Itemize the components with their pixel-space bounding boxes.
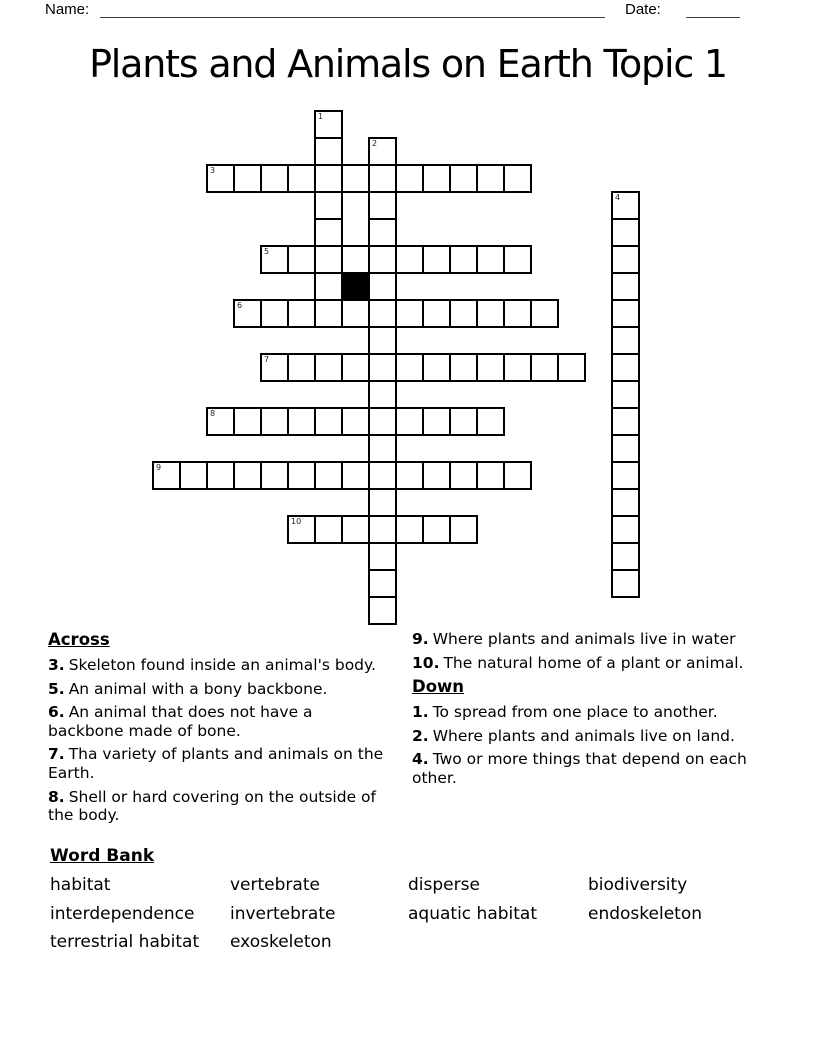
grid-cell[interactable] [233, 164, 262, 193]
grid-cell[interactable] [287, 407, 316, 436]
word-bank-grid [50, 875, 766, 961]
grid-cell[interactable] [395, 245, 424, 274]
grid-cell[interactable] [206, 407, 235, 436]
crossword-grid [152, 110, 672, 630]
grid-cell[interactable] [314, 245, 343, 274]
down-heading: Down [412, 677, 465, 697]
grid-cell[interactable] [260, 299, 289, 328]
clue-across-3 [48, 656, 390, 675]
clue-text: The natural home of a plant or animal. [443, 653, 744, 672]
grid-cell[interactable] [287, 461, 316, 490]
grid-cell[interactable] [368, 245, 397, 274]
cell-number: 6 [237, 301, 243, 310]
grid-cell[interactable] [260, 164, 289, 193]
grid-cell[interactable] [152, 461, 181, 490]
grid-cell[interactable] [395, 164, 424, 193]
cell-number: 3 [210, 166, 216, 175]
grid-cell[interactable] [395, 299, 424, 328]
cell-number: 2 [372, 139, 378, 148]
clue-number: 4. [412, 750, 429, 769]
cell-number: 7 [264, 355, 270, 364]
grid-cell[interactable] [395, 353, 424, 382]
grid-cell[interactable] [611, 515, 640, 544]
grid-cell[interactable] [449, 515, 478, 544]
word-bank-item: invertebrate [230, 903, 336, 924]
name-label: Name: [45, 1, 90, 18]
grid-cell[interactable] [314, 164, 343, 193]
grid-cell[interactable] [260, 245, 289, 274]
grid-cell[interactable] [611, 542, 640, 571]
grid-cell[interactable] [611, 272, 640, 301]
cell-number: 4 [615, 193, 621, 202]
grid-cell[interactable] [503, 164, 532, 193]
black-cell [341, 272, 370, 301]
grid-cell[interactable] [476, 164, 505, 193]
grid-cell[interactable] [287, 164, 316, 193]
grid-cell[interactable] [503, 461, 532, 490]
grid-cell[interactable] [557, 353, 586, 382]
grid-cell[interactable] [395, 461, 424, 490]
cell-number: 10 [291, 517, 302, 526]
clue-number: 1. [412, 703, 429, 722]
word-bank-item: habitat [50, 875, 111, 895]
grid-cell[interactable] [611, 218, 640, 247]
page-title: Plants and Animals on Earth Topic 1 [89, 42, 727, 86]
grid-cell[interactable] [422, 515, 451, 544]
grid-cell[interactable] [341, 245, 370, 274]
grid-cell[interactable] [422, 164, 451, 193]
grid-cell[interactable] [422, 299, 451, 328]
clue-number: 2. [412, 726, 429, 745]
grid-cell[interactable] [314, 299, 343, 328]
grid-cell[interactable] [287, 515, 316, 544]
grid-cell[interactable] [233, 461, 262, 490]
grid-cell[interactable] [368, 218, 397, 247]
grid-cell[interactable] [368, 191, 397, 220]
grid-cell[interactable] [476, 245, 505, 274]
clue-text: Where plants and animals live in water [432, 630, 736, 648]
grid-cell[interactable] [314, 137, 343, 166]
grid-cell[interactable] [206, 164, 235, 193]
grid-cell[interactable] [611, 488, 640, 517]
grid-cell[interactable] [368, 515, 397, 544]
grid-cell[interactable] [260, 407, 289, 436]
across-clues-column [48, 630, 390, 830]
word-bank-item: aquatic habitat [408, 903, 537, 924]
word-bank-item: biodiversity [588, 875, 688, 895]
cell-number: 1 [318, 112, 324, 121]
grid-cell[interactable] [314, 461, 343, 490]
grid-cell[interactable] [368, 353, 397, 382]
clue-number: 8. [48, 787, 65, 806]
clue-number: 10. [412, 653, 440, 672]
grid-cell[interactable] [476, 407, 505, 436]
grid-cell[interactable] [179, 461, 208, 490]
grid-cell[interactable] [611, 569, 640, 598]
word-bank-item: exoskeleton [230, 932, 332, 952]
grid-cell[interactable] [314, 353, 343, 382]
clue-text: Shell or hard covering on the outside of the body. [48, 787, 376, 825]
grid-cell[interactable] [422, 353, 451, 382]
clue-number: 7. [48, 745, 65, 764]
grid-cell[interactable] [611, 434, 640, 463]
grid-cell[interactable] [368, 596, 397, 625]
grid-cell[interactable] [341, 353, 370, 382]
grid-cell[interactable] [422, 407, 451, 436]
grid-cell[interactable] [611, 191, 640, 220]
cell-number: 9 [156, 463, 162, 472]
clue-across-10 [412, 654, 760, 673]
grid-cell[interactable] [287, 245, 316, 274]
grid-cell[interactable] [341, 515, 370, 544]
date-blank-line[interactable] [686, 17, 740, 18]
grid-cell[interactable] [449, 407, 478, 436]
grid-cell[interactable] [611, 407, 640, 436]
grid-cell[interactable] [314, 110, 343, 139]
grid-cell[interactable] [611, 326, 640, 355]
grid-cell[interactable] [611, 380, 640, 409]
grid-cell[interactable] [314, 218, 343, 247]
grid-cell[interactable] [341, 407, 370, 436]
grid-cell[interactable] [206, 461, 235, 490]
grid-cell[interactable] [449, 461, 478, 490]
grid-cell[interactable] [368, 569, 397, 598]
cell-number: 5 [264, 247, 270, 256]
grid-cell[interactable] [530, 299, 559, 328]
word-bank-item: vertebrate [230, 875, 320, 895]
grid-cell[interactable] [368, 164, 397, 193]
grid-cell[interactable] [368, 542, 397, 571]
grid-cell[interactable] [314, 407, 343, 436]
grid-cell[interactable] [368, 380, 397, 409]
date-label: Date: [625, 1, 661, 18]
grid-cell[interactable] [368, 461, 397, 490]
word-bank-section [50, 846, 766, 961]
grid-cell[interactable] [611, 461, 640, 490]
clue-across-5 [48, 680, 390, 699]
word-bank-item: disperse [408, 875, 480, 895]
clue-across-7 [48, 745, 390, 782]
grid-cell[interactable] [260, 353, 289, 382]
grid-cell[interactable] [368, 137, 397, 166]
clue-number: 6. [48, 703, 65, 722]
grid-cell[interactable] [368, 407, 397, 436]
name-blank-line[interactable] [100, 17, 605, 18]
word-bank-item: interdependence [50, 903, 195, 924]
grid-cell[interactable] [449, 299, 478, 328]
word-bank-item: terrestrial habitat [50, 932, 200, 952]
clue-text: An animal with a bony backbone. [68, 679, 328, 698]
grid-cell[interactable] [368, 326, 397, 355]
grid-cell[interactable] [611, 353, 640, 382]
grid-cell[interactable] [287, 353, 316, 382]
clue-text: Tha variety of plants and animals on the Earth. [48, 745, 384, 782]
grid-cell[interactable] [530, 353, 559, 382]
grid-cell[interactable] [314, 515, 343, 544]
grid-cell[interactable] [611, 299, 640, 328]
grid-cell[interactable] [233, 299, 262, 328]
grid-cell[interactable] [611, 245, 640, 274]
grid-cell[interactable] [341, 299, 370, 328]
grid-cell[interactable] [503, 353, 532, 382]
grid-cell[interactable] [341, 164, 370, 193]
cell-number: 8 [210, 409, 216, 418]
grid-cell[interactable] [422, 245, 451, 274]
word-bank-heading: Word Bank [50, 846, 155, 866]
grid-cell[interactable] [314, 191, 343, 220]
grid-cell[interactable] [341, 461, 370, 490]
grid-cell[interactable] [503, 245, 532, 274]
word-bank-item: endoskeleton [588, 903, 703, 924]
grid-cell[interactable] [449, 353, 478, 382]
grid-cell[interactable] [368, 272, 397, 301]
grid-cell[interactable] [314, 272, 343, 301]
grid-cell[interactable] [503, 299, 532, 328]
clue-across-9 [412, 630, 760, 649]
clue-down-1 [412, 703, 760, 722]
grid-cell[interactable] [476, 299, 505, 328]
grid-cell[interactable] [476, 461, 505, 490]
clue-down-4 [412, 750, 760, 787]
grid-cell[interactable] [260, 461, 289, 490]
grid-cell[interactable] [395, 515, 424, 544]
grid-cell[interactable] [395, 407, 424, 436]
clue-number: 3. [48, 656, 65, 674]
across-heading: Across [48, 630, 110, 649]
clue-text: Where plants and animals live on land. [432, 726, 735, 745]
grid-cell[interactable] [368, 434, 397, 463]
clue-number: 5. [48, 679, 65, 698]
down-clues-column [412, 630, 760, 793]
grid-cell[interactable] [449, 245, 478, 274]
grid-cell[interactable] [422, 461, 451, 490]
grid-cell[interactable] [233, 407, 262, 436]
grid-cell[interactable] [476, 353, 505, 382]
clue-number: 9. [412, 630, 429, 648]
clue-text: To spread from one place to another. [432, 703, 718, 722]
clue-text: Two or more things that depend on each other. [412, 750, 747, 787]
clue-down-2 [412, 727, 760, 746]
grid-cell[interactable] [368, 488, 397, 517]
clue-across-6 [48, 703, 390, 740]
clue-text: An animal that does not have a backbone made of bone. [48, 703, 313, 740]
clue-across-8 [48, 788, 390, 825]
grid-cell[interactable] [449, 164, 478, 193]
grid-cell[interactable] [368, 299, 397, 328]
clue-text: Skeleton found inside an animal's body. [68, 656, 376, 674]
grid-cell[interactable] [287, 299, 316, 328]
